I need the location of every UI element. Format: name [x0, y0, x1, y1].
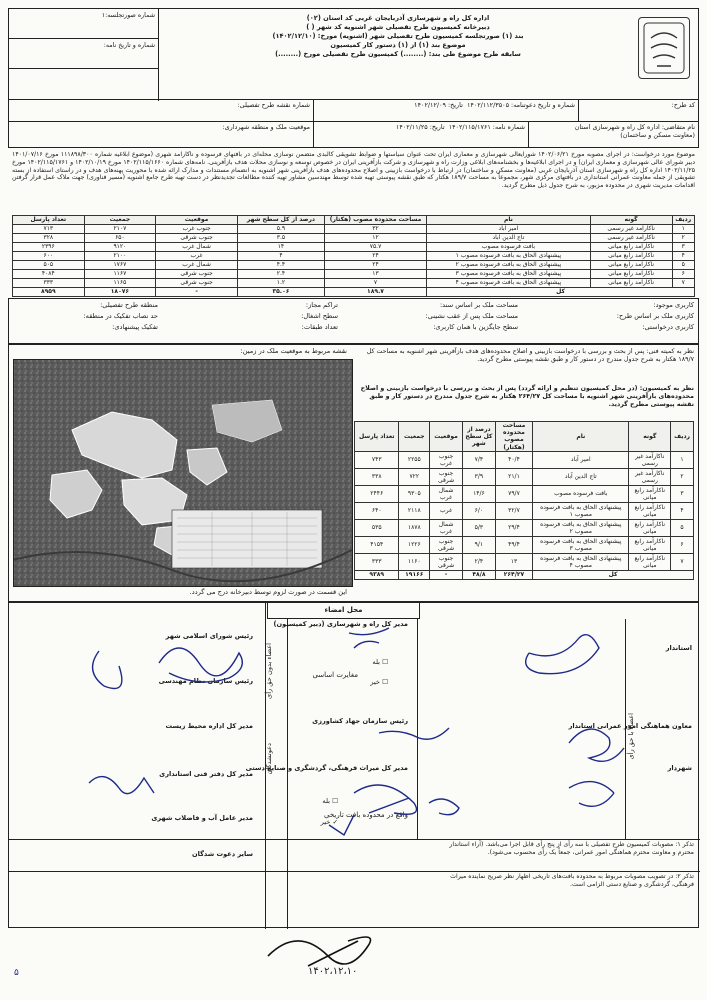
current-use: کاربری موجود: — [653, 301, 694, 309]
table-approved-areas: ردیف گونه نام مساحت محدوده مصوب (هکتار) درصد از کل سطح شهر موقعیت جمعیت تعداد پارسل ۱ ناکارآمد غیر رسمی امیر آباد ۴۰/۴ ۷/۴ جنوب غرب ۲۲۵۵ ۷۴۳ ۲ ناکارآمد غیر رسمی تاج الدین آباد ۲۱/۱ ۳/۹ جنوب شرقی ۷۲۲ ۳۳۸ ۳ ناکارآمد رابع میانی بافت فرسوده مصوب ۷۹/۷ ۱۴/۶ شمال غرب ۹۳۰۵ ۲۴۴۶ ۴ ناکارآمد رابع میانی پیشنهادی الحاق به بافت فرسوده مصوب ۱ ۳۲/۷ ۶/۰ غرب ۲۱۱۸ ۶۴۰ ۵ ناکارآمد رابع میانی پیشنهادی الحاق به بافت فرسوده مصوب ۲ ۲۹/۴ ۵/۳ شمال غرب ۱۸۷۸ ۵۳۵ ۶ ناکارآمد رابع میانی پیشنهادی الحاق به بافت فرسوده مصوب ۳ ۴۹/۴ ۹/۱ جنوب شرقی ۱۲۲۶ ۴۱۵۴ ۷ ناکارآمد رابع میانی پیشنهادی الحاق به بافت فرسوده مصوب ۴ ۱۳ ۲/۴ جنوب شرقی ۱۱۶۰ ۳۳۳ کل ۲۶۴/۲۷ ۴۸/۸ - ۱۹۱۶۶ ۹۳۸۹ — [354, 421, 694, 580]
invite-number: شماره و تاریخ دعوتنامه: ۱۴۰۲/۱۱۲/۳۵۰۵ تاریخ: ۱۴۰۲/۱۲/۰۹ — [313, 100, 578, 121]
heritage-note-handwritten: واقع در محدوده بافت تاریخی — [324, 811, 408, 819]
signature-place-title: محل امضاء — [267, 603, 420, 619]
table-row: ۵ ناکارآمد رابع میانی پیشنهادی الحاق به بافت فرسوده مصوب ۲ ۲۴ ۴.۴ شمال غرب ۱۷۶۷ ۵۰۵ — [13, 261, 695, 270]
col-percent: درصد از کل سطح شهر — [237, 216, 324, 225]
meeting-number: شماره صورتجلسه:۱ — [9, 9, 158, 39]
info-row-2 — [8, 122, 699, 148]
plan-zone: منطقه طرح تفصیلی: — [100, 301, 158, 309]
area-after-setback: مساحت ملک پس از عقب نشینی: — [425, 312, 518, 320]
heritage-no-checkbox[interactable]: ✓ خیر — [320, 818, 338, 826]
ostandar-label: استاندار — [665, 644, 692, 652]
secretariat-note: این قسمت در صورت لزوم توسط دبیرخانه درج می گردد. — [189, 588, 347, 596]
commission-opinion: نظر به کمیسیون: (در محل کمیسیون تنظیم و ارائه گردد) پس از بحث و بررسی با درخواست بازبینی و اصلاح محدوده‌های بازآفرینی شهر اشنویه با مساحت کل ۲۶۴/۲۷ هکتار به شرح جدول مندرج در دستور کار و طبق نقشه پیوستی مطرح گردید. — [360, 385, 694, 409]
aerial-map — [13, 359, 353, 587]
label-invitees: دعوتشدگان — [265, 743, 273, 775]
header-line-2: دبیرخانه کمیسیون طرح تفصیلی شهر اشنویه کد شهر ( ) — [306, 22, 490, 31]
heritage-label: مدیر کل میراث فرهنگی، گردشگری و صنایع دستی — [245, 764, 408, 772]
plan-map-number: شماره نقشه طرح تفصیلی: — [237, 101, 310, 109]
table-row: ۷ ناکارآمد رابع میانی پیشنهادی الحاق به بافت فرسوده مصوب ۴ ۷ ۱.۲ جنوب شرقی ۱۱۶۵ ۳۳۳ — [13, 279, 695, 288]
handwritten-date: ۱۴۰۲،۱۲،۱۰ — [308, 966, 358, 977]
table-proposed-areas — [12, 215, 695, 297]
col-population: جمعیت — [84, 216, 156, 225]
usage-grid — [8, 298, 699, 344]
minutes-page — [8, 8, 699, 986]
col-location: موقعیت — [156, 216, 238, 225]
col-area: مساحت محدوده مصوب (هکتار) — [324, 216, 426, 225]
request-text: موضوع مورد درخواست: در اجرای مصوبه مورخ ۱۴۰۲/۰۶/۲۱ شورایعالی شهرسازی و معماری ایران تحت عنوان سیاستها و ضوابط تشویقی کالبدی متضمن نوسازی محله‌ای در بافتهای فرسوده و ناکارآمد شهری (موضوع ابلاغیه شماره ۱۱۱۸۹۸/۳۰۰ مورخ ۱۴۰۱/۰۷/۱۶ دبیر شورای عالی شهرسازی و معماری ایران) و در اجرای ابلاغیه‌ها و بخشنامه‌های ابلاغی وزارت راه و شهرسازی و شرکت بازآفرینی ایران در خصوص توسعه و نوسازی محلات هدف بازآفرینی. نامه‌های شماره ۱۴۰۲/۱۱۵/۱۶۶۰ مورخ ۱۴۰۲/۱۰/۱۹ و ۱۴۰۲/۱۱۵/۱۷۶۱ مورخ ۱۴۰۲/۱۱/۲۵ اداره کل راه و شهرسازی استان آذربایجان غربی (معاونت مسکن و ساختمان) در ارتباط با درخواست بازبینی و اصلاح محدوده‌های هدف بازآفرینی شهر اشنویه به انضمام مستندات و مدارک ارائه شده با محوریت پهنه‌های هدف و در راستای استفاده از بسته تشویقی از جمله معاونت عمرانی استانداری در بافتهای مرکزی شهر، مجموعاً به مساحت ۱۸۹/۷ هکتار که طبق نقشه پیوستی تهیه شده توسط مهندسین مشاور تهیه کننده مطالعات تجدیدنظر در دست تهیه طرح جامع اشنویه (مسیر فناوری) جهت ملاک عمل قرار گرفتن اقدامات مدیریت شهری در محدوده مزبور، به شرح جدول ذیل مطرح گردید. — [12, 151, 695, 189]
label-voting-members: اعضاء با حق رأی — [627, 713, 635, 760]
location-field: موقعیت ملک و منطقه شهرداری: — [222, 123, 310, 131]
proposed-split: تفکیک پیشنهادی: — [112, 323, 158, 331]
footnote-2: تذکر ۲: در تصویب مصوبات مربوط به محدوده بافت‌های تاریخی اظهار نظر صریح نماینده میراث فرهنگی، گردشگری و صنایع دستی الزامی است. — [450, 873, 694, 889]
table-row: ۶ ناکارآمد رابع میانی پیشنهادی الحاق به بافت فرسوده مصوب ۳ ۴۹/۴ ۹/۱ جنوب شرقی ۱۲۲۶ ۴۱۵۴ — [355, 536, 694, 553]
col-name: نام — [427, 216, 591, 225]
technical-office-label: مدیر کل دفتر فنی استانداری — [159, 770, 253, 778]
letter-number-date: شماره و تاریخ نامه: — [9, 39, 158, 69]
floors: تعداد طبقات: — [301, 323, 338, 331]
committee-opinion: نظر به کمیته فنی: پس از بحث و بررسی با درخواست بازبینی و اصلاح محدوده‌های هدف بازآفرینی شهر اشنویه به مساحت کل ۱۸۹/۷ هکتار به شرح جدول مندرج در دستور کار و طبق نقشه پیوستی مطرح گردید. — [366, 348, 694, 364]
table-row: ۷ ناکارآمد رابع میانی پیشنهادی الحاق به بافت فرسوده مصوب ۴ ۱۳ ۲/۴ جنوب شرقی ۱۱۶۰ ۳۳۳ — [355, 553, 694, 570]
table-row: ۴ ناکارآمد رابع میانی پیشنهادی الحاق به بافت فرسوده مصوب ۱ ۲۴ ۴ غرب ۲۱۰۰ ۶۰۰ — [13, 252, 695, 261]
letter-number: شماره نامه: ۱۴۰۲/۱۱۵/۱۷۶۱ تاریخ: ۱۴۰۲/۱۱/۲۵ — [313, 122, 528, 147]
table-row: ۵ ناکارآمد رابع میانی پیشنهادی الحاق به بافت فرسوده مصوب ۲ ۲۹/۴ ۵/۳ شمال غرب ۱۸۷۸ ۵۳۵ — [355, 519, 694, 536]
map-caption: نقشه مربوط به موقعیت ملک در زمین: — [240, 347, 347, 355]
engineering-label: رئیس سازمان نظام مهندسی — [158, 677, 253, 685]
replacement-area: سطح جایگزین با همان کاربری: — [433, 323, 518, 331]
permitted-density: تراکم مجاز: — [305, 301, 338, 309]
header-line-4: موضوع بند (۱) از (۱) دستور کار کمیسیون — [330, 40, 466, 49]
opinion-section — [8, 344, 699, 602]
water-label: مدیر عامل آب و فاضلاب شهری — [151, 814, 253, 822]
table-total-row: کل ۱۸۹.۷ ۳۵.۰۶ - ۱۸۰۷۶ ۸۹۵۹ — [13, 288, 695, 297]
info-row-1 — [8, 100, 699, 122]
header-line-5: سابقه طرح موضوع طی بند: (........) کمیسیون طرح تفصیلی مورخ (........) — [275, 49, 521, 58]
footnote-1: تذکر ۱: مصوبات کمیسیون طرح تفصیلی با سه رأی از پنج رأی قابل اجرا می‌باشد. (آراء استاندار محترم و معاونت محترم هماهنگی امور عمرانی، جمعاً یک رأی محسوب می‌شود). — [449, 841, 694, 857]
road-director-label: مدیر کل راه و شهرسازی (دبیر کمیسیون) — [273, 620, 408, 628]
label-nonvoting-members: اعضاء بدون حق رأی — [265, 643, 273, 699]
applicant: نام متقاضی: اداره کل راه و شهرسازی استان (معاونت مسکن و ساختمان) — [528, 122, 698, 147]
heritage-yes-checkbox[interactable]: ☐ بله — [322, 797, 338, 805]
environment-label: مدیر کل اداره محیط زیست — [165, 722, 253, 730]
ministry-logo-icon — [638, 17, 690, 79]
aerial-map-image — [13, 360, 352, 587]
table-row: ۴ ناکارآمد رابع میانی پیشنهادی الحاق به بافت فرسوده مصوب ۱ ۳۲/۷ ۶/۰ غرب ۲۱۱۸ ۶۴۰ — [355, 502, 694, 519]
table-row: ۲ ناکارآمد غیر رسمی تاج الدین آباد ۱۲ ۳.۵ جنوب شرقی ۶۵۰ ۳۲۸ — [13, 234, 695, 243]
header-line-1: اداره کل راه و شهرسازی آذربایجان غربی کد استان (۰۲) — [306, 14, 490, 22]
min-split: حد نصاب تفکیک در منطقه: — [83, 312, 158, 320]
road-yes-checkbox[interactable]: ☐ بله — [372, 658, 388, 666]
header — [8, 8, 699, 100]
agri-label: رئیس سازمان جهاد کشاورزی — [312, 717, 408, 725]
header-title-block — [168, 14, 628, 58]
col-type: گونه — [590, 216, 672, 225]
col-parcels: تعداد پارسل — [13, 216, 85, 225]
table-row: ۳ ناکارآمد رابع میانی بافت فرسوده مصوب ۷۵.۷ ۱۴ شمال غرب ۹۱۲۰ ۲۳۹۶ — [13, 243, 695, 252]
header-line-3: بند (۱) صورتجلسه کمیسیون طرح تفصیلی شهر (اشنویه) مورخ: (۱۴۰۲/۱۲/۱۰) — [272, 31, 524, 40]
plan-code: کد طرح: — [578, 100, 698, 121]
occupancy: سطح اشغال: — [301, 312, 338, 320]
col-row: ردیف — [672, 216, 694, 225]
council-label: رئیس شورای اسلامی شهر — [165, 632, 253, 640]
table-row: ۶ ناکارآمد رابع میانی پیشنهادی الحاق به بافت فرسوده مصوب ۳ ۱۳ ۲.۴ جنوب شرقی ۱۱۶۷ ۴۰۸۴ — [13, 270, 695, 279]
other-invitees-label: سایر دعوت شدگان — [191, 850, 253, 858]
use-by-plan: کاربری ملک بر اساس طرح: — [616, 312, 694, 320]
table-row: ۱ ناکارآمد غیر رسمی امیر آباد ۴۰/۴ ۷/۴ جنوب غرب ۲۲۵۵ ۷۴۳ — [355, 451, 694, 468]
area-by-deed: مساحت ملک بر اساس سند: — [439, 301, 518, 309]
signature-section — [8, 602, 699, 928]
header-left-column — [9, 9, 159, 101]
table-row: ۱ ناکارآمد غیر رسمی امیر آباد ۳۲ ۵.۹ جنوب غرب ۲۱۰۷ ۷۱۳ — [13, 225, 695, 234]
deputy-ostandar-label: معاون هماهنگی امور عمرانی استاندار — [568, 722, 692, 730]
table-total-row: کل ۲۶۴/۲۷ ۴۸/۸ - ۱۹۱۶۶ ۹۳۸۹ — [355, 570, 694, 579]
requested-use: کاربری درخواستی: — [642, 323, 694, 331]
road-no-checkbox[interactable]: ☐ خیر — [370, 678, 388, 686]
table-row: ۳ ناکارآمد رابع میانی بافت فرسوده مصوب ۷۹/۷ ۱۴/۶ شمال غرب ۹۳۰۵ ۲۴۴۶ — [355, 485, 694, 502]
handwritten-signatures — [9, 603, 700, 929]
mayor-label: شهردار — [667, 764, 692, 772]
page-mark: ۵ — [14, 968, 19, 978]
table-row: ۲ ناکارآمد غیر رسمی تاج الدین آباد ۲۱/۱ ۳/۹ جنوب شرقی ۷۲۲ ۳۳۸ — [355, 468, 694, 485]
dissent-handwritten: مغایرت اساسی — [312, 671, 358, 679]
